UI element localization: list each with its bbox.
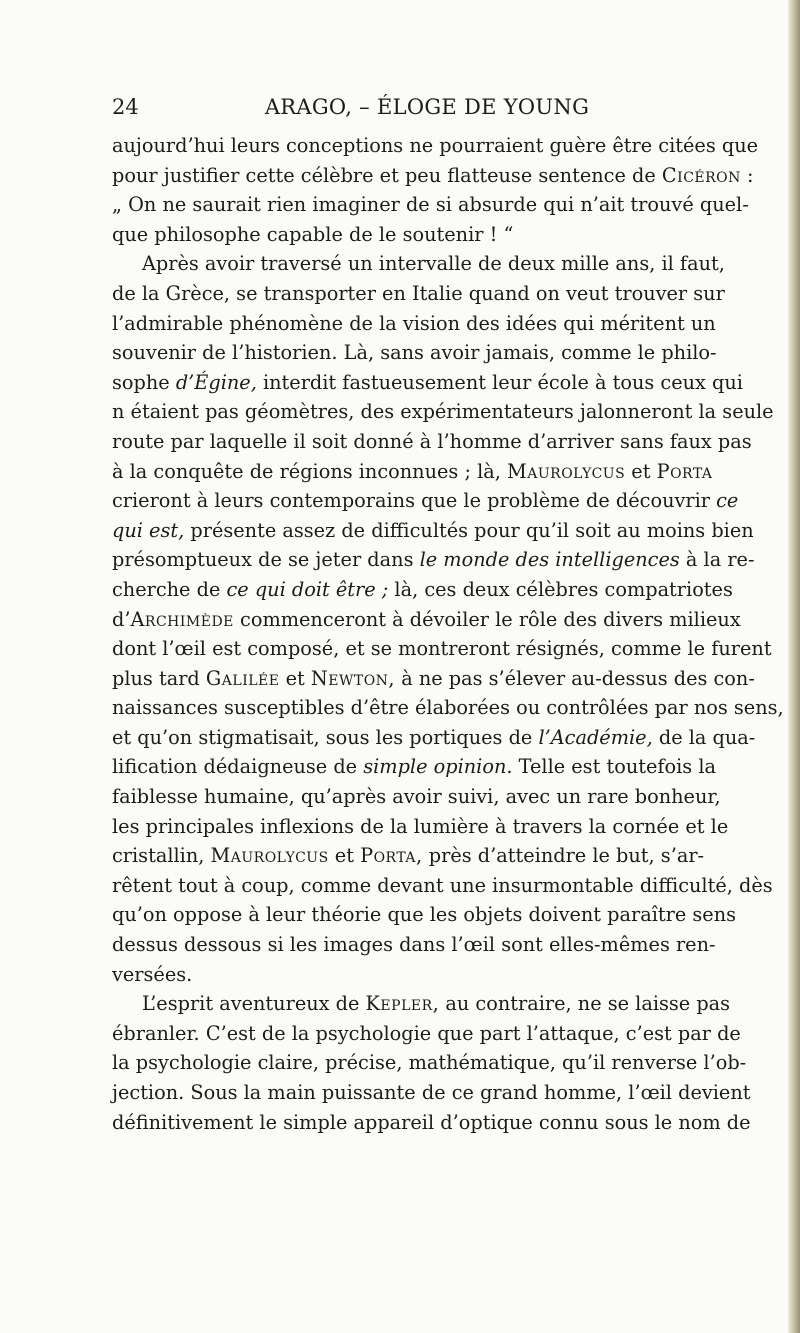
text-line: d’Archimède commenceront à dévoiler le rôle des divers milieux xyxy=(112,607,741,631)
proper-name: Cicéron xyxy=(661,163,741,187)
text-line: „ On ne saurait rien imaginer de si absurde qui n’ait trouvé quel- xyxy=(112,193,749,217)
text-line: ébranler. C’est de la psychologie que part l’attaque, c’est par de xyxy=(112,1021,741,1045)
italic-phrase: d’Égine, xyxy=(175,370,257,394)
proper-name: Maurolycus xyxy=(507,459,626,483)
text-line: les principales inflexions de la lumière à travers la cornée et le xyxy=(112,814,729,838)
text-line: l’admirable phénomène de la vision des idées qui méritent un xyxy=(112,311,716,335)
text-line: versées. xyxy=(112,962,193,986)
text-line: rêtent tout à coup, comme devant une insurmontable difficulté, dès xyxy=(112,873,773,897)
text-line: pour justifier cette célèbre et peu flatteuse sentence de Cicéron : xyxy=(112,163,754,187)
text-line: n étaient pas géomètres, des expérimentateurs jalonneront la seule xyxy=(112,400,774,424)
text-line: L’esprit aventureux de Kepler, au contraire, ne se laisse pas xyxy=(142,992,731,1016)
running-head: ARAGO, – ÉLOGE DE YOUNG xyxy=(264,95,590,119)
text-line: la psychologie claire, précise, mathématique, qu’il renverse l’ob- xyxy=(112,1051,747,1075)
text-line: cherche de ce qui doit être ; là, ces deux célèbres compatriotes xyxy=(112,577,733,601)
text-line: qui est, présente assez de difficultés pour qu’il soit au moins bien xyxy=(112,518,754,542)
text-line: que philosophe capable de le soutenir ! “ xyxy=(112,222,514,246)
italic-phrase: qui est, xyxy=(112,518,185,542)
proper-name: Archimède xyxy=(130,607,234,631)
text-line: présomptueux de se jeter dans le monde des intelligences à la re- xyxy=(112,548,755,572)
text-line: aujourd’hui leurs conceptions ne pourraient guère être citées que xyxy=(112,134,759,157)
italic-phrase: ce xyxy=(716,489,739,513)
text-line: qu’on oppose à leur théorie que les objets doivent paraître sens xyxy=(112,903,737,927)
body-text xyxy=(112,131,784,1137)
proper-name: Porta xyxy=(656,459,713,483)
text-line: jection. Sous la main puissante de ce grand homme, l’œil devient xyxy=(112,1081,751,1104)
page-edge xyxy=(788,0,800,1333)
proper-name: Galilée xyxy=(205,666,280,690)
italic-phrase: ce qui doit être ; xyxy=(226,577,389,601)
text-line: lification dédaigneuse de simple opinion. Telle est toutefois la xyxy=(112,755,716,779)
page-number: 24 xyxy=(112,95,139,119)
text-line: crieront à leurs contemporains que le problème de découvrir ce xyxy=(112,489,739,513)
text-line: définitivement le simple appareil d’optique connu sous le nom de xyxy=(112,1110,751,1134)
italic-phrase: l’Académie, xyxy=(538,725,653,749)
text-line: à la conquête de régions inconnues ; là, Maurolycus et Porta xyxy=(112,459,713,483)
text-line: Après avoir traversé un intervalle de deux mille ans, il faut, xyxy=(142,252,725,276)
page-header xyxy=(112,95,702,131)
text-line: sophe d’Égine, interdit fastueusement leur école à tous ceux qui xyxy=(112,370,743,394)
text-line: cristallin, Maurolycus et Porta, près d’atteindre le but, s’ar- xyxy=(112,844,705,868)
proper-name: Porta, xyxy=(360,844,423,868)
text-line: naissances susceptibles d’être élaborées ou contrôlées par nos sens, xyxy=(112,696,784,720)
text-line: dessus dessous si les images dans l’œil sont elles-mêmes ren- xyxy=(112,933,716,957)
italic-phrase: simple opinion. xyxy=(363,755,513,779)
text-line: et qu’on stigmatisait, sous les portiques de l’Académie, de la qua- xyxy=(112,725,756,749)
text-line: dont l’œil est composé, et se montreront résignés, comme le furent xyxy=(112,637,772,661)
text-line: route par laquelle il soit donné à l’homme d’arriver sans faux pas xyxy=(112,429,752,453)
text-line: de la Grèce, se transporter en Italie quand on veut trouver sur xyxy=(112,281,725,305)
proper-name: Kepler, xyxy=(365,992,440,1016)
proper-name: Maurolycus xyxy=(210,844,329,868)
text-line: souvenir de l’historien. Là, sans avoir jamais, comme le philo- xyxy=(112,341,717,365)
text-line: faiblesse humaine, qu’après avoir suivi, avec un rare bonheur, xyxy=(112,785,721,809)
proper-name: Newton, xyxy=(310,666,396,690)
italic-phrase: le monde des intelligences xyxy=(419,548,680,572)
text-line: plus tard Galilée et Newton, à ne pas s’élever au-dessus des con- xyxy=(112,666,755,690)
